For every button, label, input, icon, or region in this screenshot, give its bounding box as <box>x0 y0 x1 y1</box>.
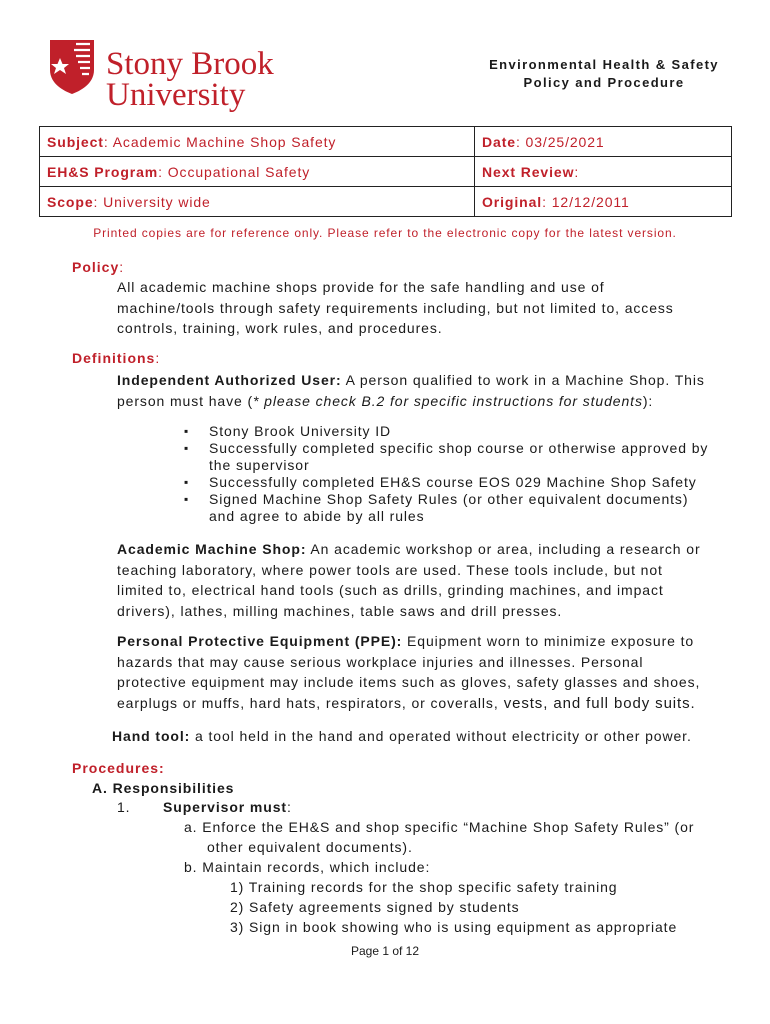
policy-heading: Policy: <box>72 259 125 275</box>
review-cell: Next Review: <box>475 157 732 187</box>
ppe-text-end: vests, and full body suits. <box>498 694 696 712</box>
subject-cell: Subject: Academic Machine Shop Safety <box>40 127 475 157</box>
ams-text: An academic workshop or area, including a research or teaching laboratory, where power tools are used. These tools include, but not limited to, electrical hand tools (such as drills, grinding machines, and impact drivers), lathes, milling machines, table saws and drill presses. <box>117 541 701 619</box>
scope-cell: Scope: University wide <box>40 187 475 217</box>
table-row <box>40 187 732 217</box>
program-value: Occupational Safety <box>167 163 311 180</box>
procedure-item-a-cont: other equivalent documents). <box>207 839 413 855</box>
procedure-item-b: b. Maintain records, which include: <box>184 859 431 875</box>
review-label: Next Review <box>482 163 575 180</box>
records-subitem: 1) Training records for the shop specific safety training <box>230 879 618 895</box>
list-item: ▪ Successfully completed specific shop course or otherwise approved by the supervisor <box>184 440 714 474</box>
original-label: Original <box>482 193 543 210</box>
document-info-table <box>39 126 732 217</box>
logo-text-line2: University <box>106 77 246 113</box>
list-item: ▪ Stony Brook University ID <box>184 423 714 440</box>
program-label: EH&S Program <box>47 163 159 180</box>
scope-label: Scope <box>47 193 94 210</box>
policy-text: All academic machine shops provide for the safe handling and use of machine/tools through safety requirements including, but not limited to, access controls, training, work rules, and procedures. <box>117 279 674 336</box>
hand-tool-definition <box>112 726 712 747</box>
original-value: 12/12/2011 <box>551 193 630 210</box>
iau-requirements-list <box>184 423 714 525</box>
header-line2: Policy and Procedure <box>523 75 685 90</box>
subject-value: Academic Machine Shop Safety <box>112 133 337 150</box>
procedures-heading: Procedures: <box>72 760 165 776</box>
records-subitem: 3) Sign in book showing who is using equipment as appropriate <box>230 919 678 935</box>
iau-text: A person qualified to work in a Machine Shop. This person must have ( <box>117 372 705 409</box>
ppe-definition <box>117 631 707 714</box>
ams-term: Academic Machine Shop: <box>117 541 307 557</box>
hand-tool-term: Hand tool: <box>112 728 191 744</box>
procedure-item-a: a. Enforce the EH&S and shop specific “Machine Shop Safety Rules” (or <box>184 819 695 835</box>
program-cell: EH&S Program: Occupational Safety <box>40 157 475 187</box>
university-logo <box>46 36 276 116</box>
date-cell: Date: 03/25/2021 <box>475 127 732 157</box>
supervisor-label: Supervisor must <box>163 799 287 815</box>
supervisor-item: Supervisor must: <box>163 799 292 815</box>
definitions-heading: Definitions: <box>72 350 161 366</box>
document-header <box>470 56 738 92</box>
iau-term: Independent Authorized User: <box>117 372 342 388</box>
date-value: 03/25/2021 <box>525 133 605 150</box>
header-line1: Environmental Health & Safety <box>489 57 719 72</box>
ppe-text: Equipment worn to minimize exposure to hazards that may cause serious workplace injuries and illnesses. Personal protective equipment may include items such as gloves, safety glasses and shoes, earplugs or muffs, hard hats, respirators, or coveralls, <box>117 633 701 711</box>
logo-text-line1: Stony Brook <box>106 46 274 82</box>
list-item: ▪ Signed Machine Shop Safety Rules (or other equivalent documents) and agree to abide by all rules <box>184 491 714 525</box>
ams-definition <box>117 539 707 621</box>
page-number: Page 1 of 12 <box>350 944 420 958</box>
date-label: Date <box>482 133 516 150</box>
scope-value: University wide <box>103 193 211 210</box>
list-item: ▪ Successfully completed EH&S course EOS 029 Machine Shop Safety <box>184 474 714 491</box>
seal-flame-icon <box>46 36 98 96</box>
item-number: 1. <box>117 799 131 815</box>
subject-label: Subject <box>47 133 104 150</box>
iau-definition: Independent Authorized User: A person qualified to work in a Machine Shop. This person must have (* please check B.2 for specific instructions for students): <box>117 372 705 409</box>
records-subitem: 2) Safety agreements signed by students <box>230 899 520 915</box>
table-row <box>40 127 732 157</box>
ppe-term: Personal Protective Equipment (PPE): <box>117 633 403 649</box>
printed-copy-note: Printed copies are for reference only. Please refer to the electronic copy for the latest version. <box>93 226 677 240</box>
iau-italic-note: * please check B.2 for specific instructions for students <box>253 392 643 409</box>
responsibilities-heading: A. Responsibilities <box>92 780 235 796</box>
table-row <box>40 157 732 187</box>
hand-tool-text: a tool held in the hand and operated without electricity or other power. <box>190 728 692 744</box>
original-cell: Original: 12/12/2011 <box>475 187 732 217</box>
